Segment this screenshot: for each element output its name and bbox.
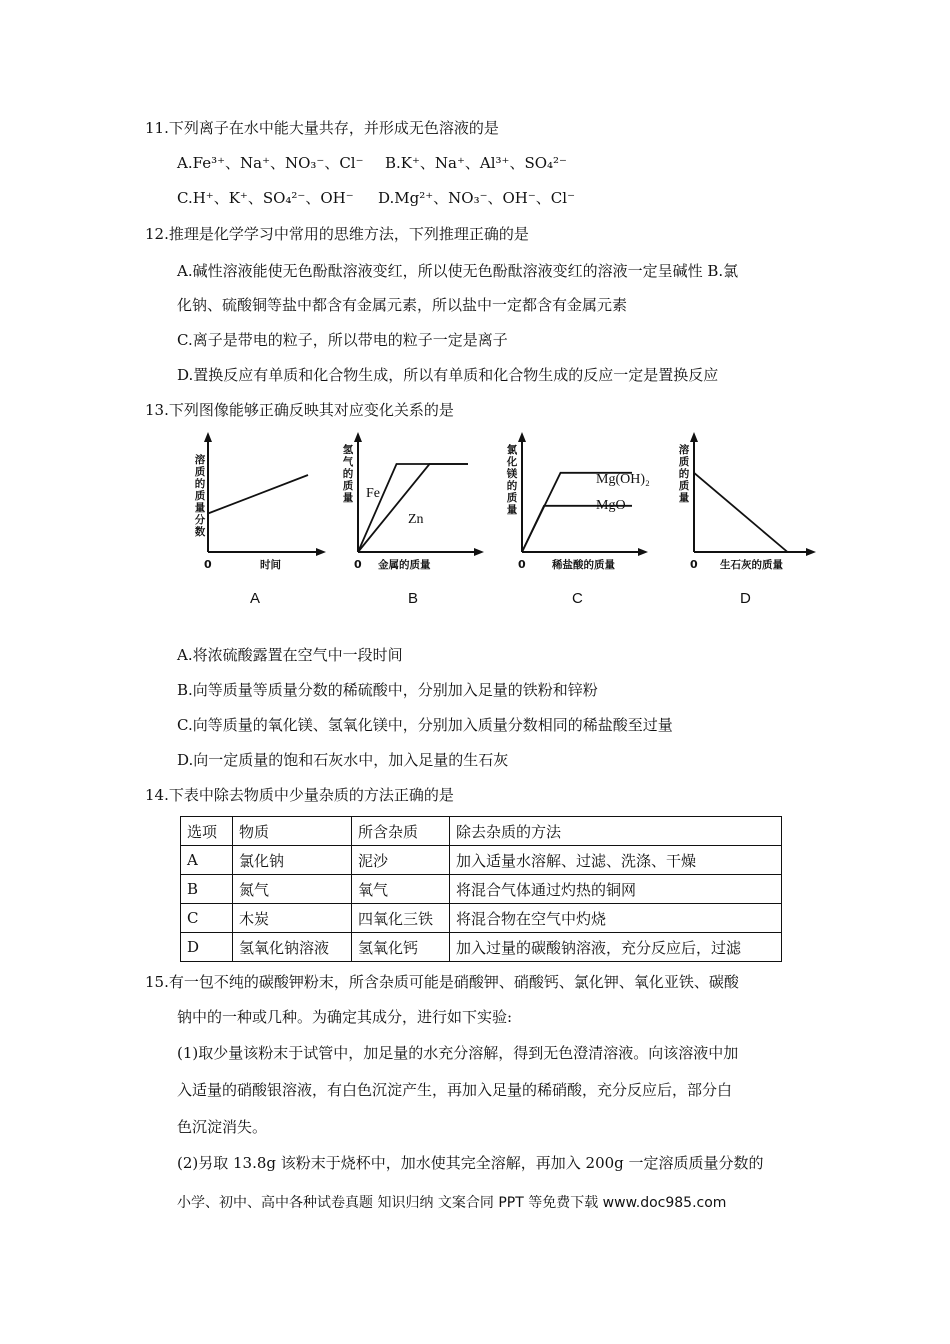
table-header-row <box>181 817 782 846</box>
page-footer: 小学、初中、高中各种试卷真题 知识归纳 文案合同 PPT 等免费下载 www.doc985.com <box>177 1195 727 1211</box>
chart-a-series-line-0 <box>208 475 308 514</box>
table-cell: 四氧化三铁 <box>352 904 450 933</box>
table-cell: 木炭 <box>233 904 352 933</box>
q14-stem: 14.下表中除去物质中少量杂质的方法正确的是 <box>145 786 454 804</box>
table-header-cell: 所含杂质 <box>352 817 450 846</box>
q15-part1-line2: 入适量的硝酸银溶液，有白色沉淀产生，再加入足量的稀硝酸，充分反应后，部分白 <box>177 1081 733 1099</box>
chart-b-series-line-1 <box>358 464 468 552</box>
q11-option-c: C.H⁺、K⁺、SO₄²⁻、OH⁻ <box>177 189 354 207</box>
chart-c-caption: C <box>572 590 583 607</box>
chart-c-x-axis-label: 稀盐酸的质量 <box>552 559 615 571</box>
chart-d-series-line-0 <box>694 473 788 552</box>
table-cell: 氧气 <box>352 875 450 904</box>
table-cell: 氢氧化钠溶液 <box>233 933 352 962</box>
chart-b-y-axis-label: 氢气的质量 <box>342 444 354 504</box>
table-header-cell: 物质 <box>233 817 352 846</box>
q12-option-c: C.离子是带电的粒子，所以带电的粒子一定是离子 <box>177 331 508 349</box>
q15-part2-line1: (2)另取 13.8g 该粉末于烧杯中，加水使其完全溶解，再加入 200g 一定溶质质量分数的 <box>177 1154 764 1172</box>
table-cell: 加入过量的碳酸钠溶液，充分反应后，过滤 <box>450 933 782 962</box>
q15-part1-line1: (1)取少量该粉末于试管中，加足量的水充分溶解，得到无色澄清溶液。向该溶液中加 <box>177 1044 739 1062</box>
chart-a-x-axis-label: 时间 <box>260 559 281 571</box>
q11-option-d: D.Mg²⁺、NO₃⁻、OH⁻、Cl⁻ <box>378 189 575 207</box>
table-cell: C <box>181 904 233 933</box>
chart-b-series-zn-label: Zn <box>408 512 424 527</box>
q12-option-a-line1: A.碱性溶液能使无色酚酞溶液变红，所以使无色酚酞溶液变红的溶液一定呈碱性 B.氯 <box>177 262 739 280</box>
table-header-cell: 除去杂质的方法 <box>450 817 782 846</box>
chart-b-series-line-0 <box>358 464 468 552</box>
chart-a-y-axis-label: 溶质的质量分数 <box>194 454 206 538</box>
q11-stem: 11.下列离子在水中能大量共存，并形成无色溶液的是 <box>145 119 499 137</box>
chart-b-x-axis-label: 金属的质量 <box>378 559 431 571</box>
chart-b-caption: B <box>408 590 419 607</box>
table-cell: B <box>181 875 233 904</box>
q12-option-d: D.置换反应有单质和化合物生成，所以有单质和化合物生成的反应一定是置换反应 <box>177 366 719 384</box>
chart-d-caption: D <box>740 590 751 607</box>
q12-option-a-line2: 化钠、硫酸铜等盐中都含有金属元素，所以盐中一定都含有金属元素 <box>177 296 628 314</box>
table-row <box>181 933 782 962</box>
q11-option-b: B.K⁺、Na⁺、Al³⁺、SO₄²⁻ <box>385 154 567 172</box>
chart-a <box>178 420 328 620</box>
q13-option-d: D.向一定质量的饱和石灰水中，加入足量的生石灰 <box>177 751 509 769</box>
q15-stem-line2: 钠中的一种或几种。为确定其成分，进行如下实验: <box>177 1008 513 1026</box>
table-cell: 将混合物在空气中灼烧 <box>450 904 782 933</box>
chart-d-y-axis-label: 溶质的质量 <box>678 444 690 504</box>
table-cell: 氢氧化钙 <box>352 933 450 962</box>
q15-part1-line3: 色沉淀消失。 <box>177 1118 268 1136</box>
chart-c-y-axis-label: 氯化镁的质量 <box>506 444 518 516</box>
chart-c-series-mgo-label: MgO <box>596 498 626 513</box>
table-cell: 泥沙 <box>352 846 450 875</box>
table-header-cell: 选项 <box>181 817 233 846</box>
table-cell: 氮气 <box>233 875 352 904</box>
q13-option-b: B.向等质量等质量分数的稀硫酸中，分别加入足量的铁粉和锌粉 <box>177 681 598 699</box>
q14-table <box>180 816 782 962</box>
chart-a-caption: A <box>250 590 261 607</box>
q13-stem: 13.下列图像能够正确反映其对应变化关系的是 <box>145 401 454 419</box>
chart-d-origin: 0 <box>690 558 698 571</box>
table-row <box>181 846 782 875</box>
chart-d <box>668 420 818 620</box>
q12-stem: 12.推理是化学学习中常用的思维方法，下列推理正确的是 <box>145 225 529 243</box>
chart-a-origin: 0 <box>204 558 212 571</box>
table-cell: D <box>181 933 233 962</box>
chart-c-series-mgoh2-label: Mg(OH)₂ <box>596 472 650 487</box>
table-cell: A <box>181 846 233 875</box>
q13-option-a: A.将浓硫酸露置在空气中一段时间 <box>177 646 403 664</box>
chart-c-origin: 0 <box>518 558 526 571</box>
table-cell: 将混合气体通过灼热的铜网 <box>450 875 782 904</box>
q13-charts <box>178 420 818 620</box>
chart-b-series-fe-label: Fe <box>366 486 380 501</box>
table-cell: 氯化钠 <box>233 846 352 875</box>
table-cell: 加入适量水溶解、过滤、洗涤、干燥 <box>450 846 782 875</box>
chart-b-origin: 0 <box>354 558 362 571</box>
table-row <box>181 904 782 933</box>
chart-b <box>336 420 486 620</box>
chart-d-x-axis-label: 生石灰的质量 <box>720 559 783 571</box>
q13-option-c: C.向等质量的氧化镁、氢氧化镁中，分别加入质量分数相同的稀盐酸至过量 <box>177 716 673 734</box>
table-row <box>181 875 782 904</box>
q15-stem-line1: 15.有一包不纯的碳酸钾粉末，所含杂质可能是硝酸钾、硝酸钙、氯化钾、氧化亚铁、碳酸 <box>145 973 739 991</box>
chart-c <box>500 420 650 620</box>
q11-option-a: A.Fe³⁺、Na⁺、NO₃⁻、Cl⁻ <box>177 154 364 172</box>
